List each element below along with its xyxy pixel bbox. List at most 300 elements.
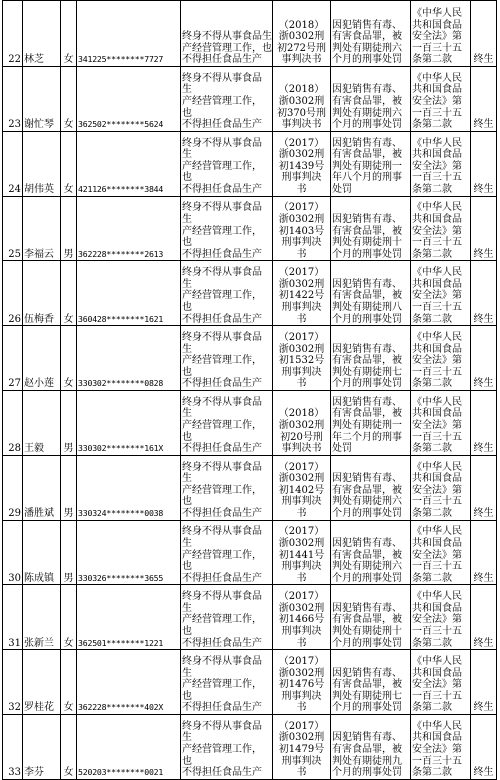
offense-fact-line: 因犯销售有毒、 bbox=[332, 84, 402, 96]
offense-fact-line: 有害食品罪，被 bbox=[332, 484, 402, 496]
ban-description-line: 不得担任食品生产 bbox=[182, 378, 262, 390]
table-row bbox=[3, 131, 497, 196]
ban-period: 终生 bbox=[471, 1, 497, 67]
person-name: 伍梅香 bbox=[23, 261, 61, 326]
ban-description-line: 也 bbox=[182, 431, 192, 443]
person-name: 张新兰 bbox=[23, 585, 61, 650]
offense-fact-line: 因犯销售有毒、 bbox=[332, 602, 402, 614]
ban-description-line: 不得担任食品生产 bbox=[182, 119, 262, 131]
offense-fact-line: 有害食品罪，被 bbox=[332, 408, 402, 420]
person-name: 谢忙琴 bbox=[23, 67, 61, 132]
legal-basis-line: 《中华人民 bbox=[412, 396, 462, 408]
judgment-document-line: 初1422号 bbox=[278, 290, 325, 302]
row-number: 24 bbox=[3, 131, 23, 196]
offense-fact-line: 个月的刑事处罚 bbox=[332, 248, 402, 260]
offense-fact-line: 判处有期徒刑七 bbox=[332, 366, 402, 378]
ban-description-line: 终身不得从事食品 bbox=[182, 396, 262, 408]
person-name: 罗桂花 bbox=[23, 650, 61, 715]
ban-description-line: 生 bbox=[182, 214, 192, 226]
table-row bbox=[3, 520, 497, 585]
offense-fact-line: 因犯销售有毒、 bbox=[332, 732, 402, 744]
offense-fact-line: 因犯销售有毒、 bbox=[332, 278, 402, 290]
legal-basis bbox=[411, 585, 471, 650]
row-number: 33 bbox=[3, 714, 23, 779]
offense-fact bbox=[331, 67, 411, 132]
legal-basis-line: 《中华人民 bbox=[412, 8, 462, 20]
ban-description-line: 也 bbox=[182, 237, 192, 249]
judgment-document-line: （2017） bbox=[278, 332, 325, 344]
legal-basis bbox=[411, 714, 471, 779]
offense-fact-line: 个月的刑事处罚 bbox=[332, 572, 402, 584]
legal-basis-line: 条第二款 bbox=[412, 248, 452, 260]
ban-description-line: 产经营管理工作， bbox=[182, 160, 262, 172]
legal-basis-line: 一百三十五 bbox=[412, 172, 462, 184]
judgment-document-line: （2017） bbox=[278, 720, 325, 732]
ban-description-line: 不得担任食品生产 bbox=[182, 248, 262, 260]
ban-description-line: 也 bbox=[182, 172, 192, 184]
legal-basis-line: 条第二款 bbox=[412, 184, 452, 195]
judgment-document-line: 事判决书 bbox=[281, 443, 322, 455]
judgment-document-line: （2017） bbox=[278, 137, 325, 149]
legal-basis-line: 一百三十五 bbox=[412, 366, 462, 378]
judgment-document-line: 浙0302刑 bbox=[278, 732, 325, 744]
legal-basis-line: 条第二款 bbox=[412, 443, 452, 455]
row-number: 31 bbox=[3, 585, 23, 650]
legal-basis-line: 安全法》第 bbox=[412, 355, 462, 367]
gender: 女 bbox=[61, 585, 77, 650]
row-number: 32 bbox=[3, 650, 23, 715]
offense-fact-line: 判处有期徒刑七 bbox=[332, 690, 402, 702]
offense-fact-line: 有害食品罪，被 bbox=[332, 225, 402, 237]
ban-description-line: 终身不得从事食品 bbox=[182, 591, 262, 603]
ban-description bbox=[181, 585, 273, 650]
ban-description-line: 产经营管理工作， bbox=[182, 420, 262, 431]
ban-description-line: 生 bbox=[182, 667, 192, 679]
ban-description-line: 不得担任食品生产 bbox=[182, 313, 262, 325]
row-number: 28 bbox=[3, 390, 23, 455]
judgment-document-line: 初272号刑 bbox=[276, 42, 327, 54]
ban-description-line: 终身不得从事食品 bbox=[182, 202, 262, 214]
offense-fact-line: 因犯销售有毒、 bbox=[332, 667, 402, 679]
gender: 女 bbox=[61, 67, 77, 132]
ban-description-line: 产经营管理工作， bbox=[182, 743, 262, 755]
judgment-document-line: 初1532号 bbox=[278, 355, 325, 367]
judgment-document-line: 书 bbox=[296, 507, 307, 519]
legal-basis-line: 一百三十五 bbox=[412, 755, 462, 767]
legal-basis-line: 安全法》第 bbox=[412, 549, 462, 561]
legal-basis-line: 一百三十五 bbox=[412, 107, 462, 119]
legal-basis-line: 一百三十五 bbox=[412, 625, 462, 637]
judgment-document-line: 浙0302刑 bbox=[278, 96, 325, 108]
offense-fact-line: 判处有期徒刑八 bbox=[332, 302, 402, 313]
legal-basis-line: 安全法》第 bbox=[412, 160, 462, 172]
gender: 男 bbox=[61, 390, 77, 455]
offense-fact bbox=[331, 585, 411, 650]
ban-description bbox=[181, 520, 273, 585]
ban-description-line: 产经营管理工作， bbox=[182, 355, 262, 367]
offense-fact-line: 因犯销售有毒、 bbox=[332, 19, 402, 31]
table-row bbox=[3, 196, 497, 261]
ban-description-line: 不得担任食品生产 bbox=[182, 637, 262, 649]
person-name: 潘胜斌 bbox=[23, 455, 61, 520]
ban-description-line: 产经营管理工作， bbox=[182, 290, 262, 302]
id-number: 360428********1621 bbox=[77, 261, 181, 326]
ban-description-line: 生 bbox=[182, 473, 192, 485]
legal-basis-line: 共和国食品 bbox=[412, 732, 462, 744]
legal-basis bbox=[411, 650, 471, 715]
offense-fact-line: 判处有期徒刑一 bbox=[332, 420, 402, 431]
row-number: 27 bbox=[3, 326, 23, 391]
ban-period: 终生 bbox=[471, 196, 497, 261]
offense-fact bbox=[331, 650, 411, 715]
ban-description bbox=[181, 67, 273, 132]
gender: 女 bbox=[61, 714, 77, 779]
gender: 女 bbox=[61, 1, 77, 67]
row-number: 23 bbox=[3, 67, 23, 132]
legal-basis-line: 《中华人民 bbox=[412, 267, 462, 279]
ban-description-line: 也 bbox=[182, 690, 192, 702]
offense-fact-line: 个月的刑事处罚 bbox=[332, 54, 402, 66]
ban-description-line: 不得担任食品生产 bbox=[182, 767, 262, 779]
legal-basis-line: 条第二款 bbox=[412, 702, 452, 714]
ban-description bbox=[181, 714, 273, 779]
ban-period: 终生 bbox=[471, 650, 497, 715]
offense-fact-line: 有害食品罪，被 bbox=[332, 355, 402, 367]
ban-period: 终生 bbox=[471, 390, 497, 455]
gender: 女 bbox=[61, 650, 77, 715]
judgment-document-line: 浙0302刑 bbox=[278, 420, 325, 431]
ban-period: 终生 bbox=[471, 261, 497, 326]
judgment-document-line: 初1466号 bbox=[278, 614, 325, 626]
legal-basis-line: 条第二款 bbox=[412, 572, 452, 584]
offense-fact-line: 有害食品罪，被 bbox=[332, 96, 402, 108]
legal-basis bbox=[411, 261, 471, 326]
gender: 女 bbox=[61, 261, 77, 326]
ban-description-line: 终身不得从事食品 bbox=[182, 137, 262, 149]
legal-basis-line: 共和国食品 bbox=[412, 278, 462, 290]
gender: 男 bbox=[61, 455, 77, 520]
ban-description-line: 产经营管理工作， bbox=[182, 549, 262, 561]
legal-basis bbox=[411, 196, 471, 261]
ban-description-line: 也 bbox=[182, 561, 192, 573]
legal-basis-line: 一百三十五 bbox=[412, 237, 462, 249]
offense-fact bbox=[331, 520, 411, 585]
legal-basis-line: 条第二款 bbox=[412, 378, 452, 390]
judgment-document bbox=[273, 714, 331, 779]
legal-basis-line: 《中华人民 bbox=[412, 202, 462, 214]
ban-description-line: 也 bbox=[182, 366, 192, 378]
id-number: 421126********3844 bbox=[77, 131, 181, 196]
legal-basis bbox=[411, 131, 471, 196]
row-number: 29 bbox=[3, 455, 23, 520]
ban-description-line: 也 bbox=[182, 496, 192, 508]
judgment-document bbox=[273, 1, 331, 67]
ban-description bbox=[181, 650, 273, 715]
offense-fact-line: 判处有期徒刑六 bbox=[332, 107, 402, 119]
judgment-document-line: 刑事判决 bbox=[281, 237, 322, 249]
person-name: 赵小莲 bbox=[23, 326, 61, 391]
ban-description-line: 终身不得从事食品生 bbox=[182, 31, 272, 43]
offense-fact-line: 判处有期徒刑六 bbox=[332, 496, 402, 508]
gender: 女 bbox=[61, 131, 77, 196]
legal-basis-line: 安全法》第 bbox=[412, 614, 462, 626]
offense-fact bbox=[331, 196, 411, 261]
judgment-document bbox=[273, 196, 331, 261]
ban-description-line: 终身不得从事食品 bbox=[182, 461, 262, 473]
offense-fact-line: 有害食品罪，被 bbox=[332, 614, 402, 626]
legal-basis-line: 共和国食品 bbox=[412, 408, 462, 420]
offense-fact-line: 个月的刑事处罚 bbox=[332, 378, 402, 390]
legal-basis-line: 共和国食品 bbox=[412, 602, 462, 614]
offense-fact-line: 因犯销售有毒、 bbox=[332, 214, 402, 226]
judgment-document-line: 浙0302刑 bbox=[278, 602, 325, 614]
legal-basis bbox=[411, 390, 471, 455]
ban-period: 终生 bbox=[471, 585, 497, 650]
judgment-document-line: 浙0302刑 bbox=[278, 149, 325, 161]
id-number: 330302********161X bbox=[77, 390, 181, 455]
row-number: 25 bbox=[3, 196, 23, 261]
person-name: 王毅 bbox=[23, 390, 61, 455]
gender: 女 bbox=[61, 326, 77, 391]
table-row bbox=[3, 585, 497, 650]
offense-fact bbox=[331, 326, 411, 391]
legal-basis-line: 《中华人民 bbox=[412, 656, 462, 667]
judgment-document-line: 初1403号 bbox=[278, 225, 325, 237]
ban-description-line: 终身不得从事食品 bbox=[182, 267, 262, 279]
judgment-document bbox=[273, 326, 331, 391]
judgment-document-line: 书 bbox=[296, 572, 307, 584]
judgment-document bbox=[273, 131, 331, 196]
id-number: 330324********0038 bbox=[77, 455, 181, 520]
ban-description-line: 产经营管理工作， bbox=[182, 614, 262, 626]
judgment-document-line: 书 bbox=[296, 184, 307, 195]
legal-basis-line: 《中华人民 bbox=[412, 72, 462, 84]
legal-basis-line: 共和国食品 bbox=[412, 84, 462, 96]
offense-fact-line: 因犯销售有毒、 bbox=[332, 396, 402, 408]
offense-fact-line: 因犯销售有毒、 bbox=[332, 343, 402, 355]
ban-description-line: 不得担任食品生产 bbox=[182, 54, 262, 66]
judgment-document bbox=[273, 455, 331, 520]
ban-description-line: 产经营管理工作， bbox=[182, 679, 262, 691]
legal-basis-line: 安全法》第 bbox=[412, 484, 462, 496]
offense-fact-line: 判处有期徒刑六 bbox=[332, 561, 402, 573]
judgment-document-line: 刑事判决 bbox=[281, 172, 322, 184]
ban-description-line: 不得担任食品生产 bbox=[182, 507, 262, 519]
ban-description bbox=[181, 261, 273, 326]
offense-fact-line: 个月的刑事处罚 bbox=[332, 702, 402, 714]
person-name: 李福云 bbox=[23, 196, 61, 261]
legal-basis-line: 安全法》第 bbox=[412, 225, 462, 237]
records-body bbox=[3, 1, 497, 780]
legal-basis-line: 《中华人民 bbox=[412, 526, 462, 538]
judgment-document-line: （2018） bbox=[278, 408, 325, 420]
offense-fact bbox=[331, 1, 411, 67]
row-number: 22 bbox=[3, 1, 23, 67]
ban-description bbox=[181, 131, 273, 196]
id-number: 341225********7727 bbox=[77, 1, 181, 67]
offense-fact bbox=[331, 390, 411, 455]
id-number: 330326********3655 bbox=[77, 520, 181, 585]
ban-description-line: 也 bbox=[182, 302, 192, 313]
table-row bbox=[3, 390, 497, 455]
judgment-document-line: 刑事判决 bbox=[281, 690, 322, 702]
judgment-document-line: 刑事判决 bbox=[281, 496, 322, 508]
judgment-document-line: 书 bbox=[296, 637, 307, 649]
judgment-document-line: 刑事判决 bbox=[281, 625, 322, 637]
offense-fact-line: 判处有期徒刑一 bbox=[332, 160, 402, 172]
judgment-document-line: 浙0302刑 bbox=[278, 278, 325, 290]
legal-basis-line: 安全法》第 bbox=[412, 31, 462, 43]
judgment-document-line: （2017） bbox=[278, 267, 325, 279]
offense-fact bbox=[331, 131, 411, 196]
offense-fact-line: 处罚 bbox=[332, 443, 352, 455]
legal-basis-line: 安全法》第 bbox=[412, 290, 462, 302]
legal-basis-line: 《中华人民 bbox=[412, 720, 462, 732]
offense-fact bbox=[331, 714, 411, 779]
ban-period: 终生 bbox=[471, 326, 497, 391]
judgment-document-line: 刑事判决 bbox=[281, 755, 322, 767]
ban-description-line: 生 bbox=[182, 343, 192, 355]
legal-basis bbox=[411, 67, 471, 132]
judgment-document bbox=[273, 520, 331, 585]
offense-fact-line: 因犯销售有毒、 bbox=[332, 137, 402, 149]
id-number: 362502********5624 bbox=[77, 67, 181, 132]
judgment-document bbox=[273, 585, 331, 650]
ban-description-line: 不得担任食品生产 bbox=[182, 443, 262, 455]
legal-basis-line: 一百三十五 bbox=[412, 42, 462, 54]
ban-description-line: 终身不得从事食品 bbox=[182, 720, 262, 732]
ban-description-line: 不得担任食品生产 bbox=[182, 572, 262, 584]
legal-basis bbox=[411, 1, 471, 67]
table-row bbox=[3, 714, 497, 779]
judgment-document-line: 刑事判决 bbox=[281, 561, 322, 573]
judgment-document-line: （2017） bbox=[278, 461, 325, 473]
judgment-document-line: 书 bbox=[296, 378, 307, 390]
legal-basis-line: 共和国食品 bbox=[412, 149, 462, 161]
offense-fact-line: 有害食品罪，被 bbox=[332, 149, 402, 161]
judgment-document-line: 初1402号 bbox=[278, 484, 325, 496]
offense-fact-line: 个月的刑事处罚 bbox=[332, 767, 402, 779]
judgment-document-line: （2018） bbox=[278, 19, 325, 31]
legal-basis-line: 条第二款 bbox=[412, 313, 452, 325]
judgment-document-line: 浙0302刑 bbox=[278, 538, 325, 549]
ban-description-line: 终身不得从事食品 bbox=[182, 656, 262, 667]
judgment-document-line: 初1441号 bbox=[278, 549, 325, 561]
legal-basis-line: 《中华人民 bbox=[412, 591, 462, 603]
legal-basis-line: 一百三十五 bbox=[412, 561, 462, 573]
ban-description-line: 也 bbox=[182, 755, 192, 767]
row-number: 26 bbox=[3, 261, 23, 326]
offense-fact-line: 个月的刑事处罚 bbox=[332, 637, 402, 649]
judgment-document-line: 初20号刑 bbox=[280, 431, 323, 443]
legal-basis-line: 《中华人民 bbox=[412, 332, 462, 344]
ban-description-line: 生 bbox=[182, 149, 192, 161]
legal-basis bbox=[411, 455, 471, 520]
offense-fact-line: 个月的刑事处罚 bbox=[332, 119, 402, 131]
judgment-document-line: 书 bbox=[296, 767, 307, 779]
offense-fact-line: 因犯销售有毒、 bbox=[332, 473, 402, 485]
offense-fact-line: 个月的刑事处罚 bbox=[332, 313, 402, 325]
judgment-document-line: 浙0302刑 bbox=[278, 343, 325, 355]
judgment-document-line: （2017） bbox=[278, 591, 325, 603]
offense-fact-line: 个月的刑事处罚 bbox=[332, 507, 402, 519]
judgment-document-line: （2017） bbox=[278, 202, 325, 214]
ban-description bbox=[181, 390, 273, 455]
judgment-document-line: 初1439号 bbox=[278, 160, 325, 172]
person-name: 林芝 bbox=[23, 1, 61, 67]
judgment-document bbox=[273, 67, 331, 132]
judgment-document bbox=[273, 261, 331, 326]
judgment-document-line: 初1479号 bbox=[278, 743, 325, 755]
legal-basis-line: 安全法》第 bbox=[412, 420, 462, 431]
ban-description-line: 产经营管理工作，也 bbox=[182, 42, 272, 54]
ban-period: 终生 bbox=[471, 714, 497, 779]
ban-description bbox=[181, 196, 273, 261]
legal-basis-line: 安全法》第 bbox=[412, 743, 462, 755]
gender: 男 bbox=[61, 196, 77, 261]
legal-basis-line: 一百三十五 bbox=[412, 690, 462, 702]
legal-basis bbox=[411, 326, 471, 391]
id-number: 362501********1221 bbox=[77, 585, 181, 650]
judgment-document bbox=[273, 650, 331, 715]
judgment-document-line: 初370号刑 bbox=[276, 107, 327, 119]
legal-basis-line: 共和国食品 bbox=[412, 214, 462, 226]
legal-basis-line: 安全法》第 bbox=[412, 679, 462, 691]
id-number: 362228********2613 bbox=[77, 196, 181, 261]
person-name: 陈成镇 bbox=[23, 520, 61, 585]
judgment-document bbox=[273, 390, 331, 455]
ban-description-line: 终身不得从事食品 bbox=[182, 526, 262, 538]
table-row bbox=[3, 261, 497, 326]
ban-period: 终生 bbox=[471, 67, 497, 132]
ban-description-line: 产经营管理工作， bbox=[182, 484, 262, 496]
legal-basis-line: 一百三十五 bbox=[412, 431, 462, 443]
ban-description-line: 生 bbox=[182, 602, 192, 614]
legal-basis-line: 安全法》第 bbox=[412, 96, 462, 108]
offense-fact-line: 有害食品罪，被 bbox=[332, 743, 402, 755]
ban-description-line: 产经营管理工作， bbox=[182, 96, 262, 108]
ban-description-line: 生 bbox=[182, 538, 192, 549]
offense-fact-line: 年八个月的刑事 bbox=[332, 172, 402, 184]
table-row bbox=[3, 455, 497, 520]
offense-fact-line: 有害食品罪，被 bbox=[332, 549, 402, 561]
ban-description-line: 产经营管理工作， bbox=[182, 225, 262, 237]
offense-fact-line: 有害食品罪，被 bbox=[332, 679, 402, 691]
ban-description-line: 终身不得从事食品 bbox=[182, 72, 262, 84]
judgment-document-line: 浙0302刑 bbox=[278, 473, 325, 485]
offense-fact-line: 判处有期徒刑十 bbox=[332, 237, 402, 249]
table-row bbox=[3, 650, 497, 715]
ban-description-line: 生 bbox=[182, 408, 192, 420]
legal-basis-line: 《中华人民 bbox=[412, 461, 462, 473]
judgment-document-line: （2018） bbox=[278, 84, 325, 96]
ban-period: 终生 bbox=[471, 131, 497, 196]
offense-fact-line: 判处有期徒刑九 bbox=[332, 755, 402, 767]
judgment-document-line: 书 bbox=[296, 248, 307, 260]
legal-basis-line: 条第二款 bbox=[412, 767, 452, 779]
ban-description bbox=[181, 1, 273, 67]
ban-description-line: 生 bbox=[182, 732, 192, 744]
legal-basis-line: 条第二款 bbox=[412, 507, 452, 519]
offense-fact bbox=[331, 261, 411, 326]
id-number: 362228********402X bbox=[77, 650, 181, 715]
ban-description-line: 生 bbox=[182, 84, 192, 96]
legal-basis-line: 条第二款 bbox=[412, 637, 452, 649]
judgment-document-line: 初1476号 bbox=[278, 679, 325, 691]
ban-description-line: 也 bbox=[182, 625, 192, 637]
legal-basis-line: 条第二款 bbox=[412, 119, 452, 131]
judgment-document-line: 书 bbox=[296, 313, 307, 325]
